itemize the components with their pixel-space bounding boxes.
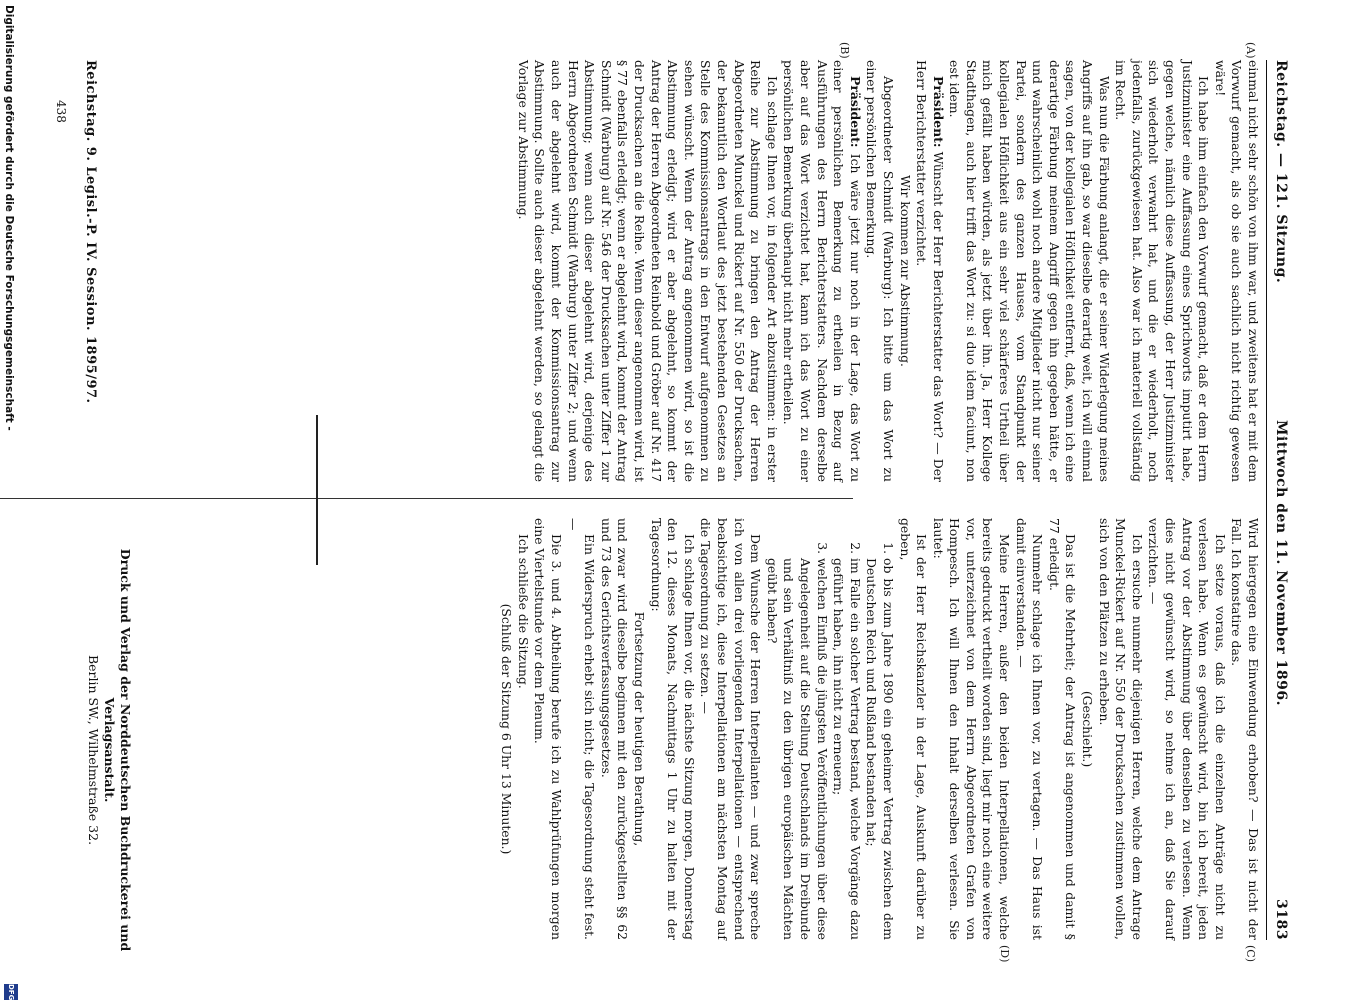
paragraph: (Schluß der Sitzung 6 Uhr 13 Minuten.) [499, 603, 515, 855]
paragraph: Meine Herren, außer den beiden Interpellationen, welche bereits gedruckt vertheilt worden sind, liegt mir noch eine weitere vor, unterzeichnet von dem Herrn Abgeordneten Grafen von Hompesch. Ich will Ihnen den Inhalt derselben verlesen. Sie lautet: [930, 518, 1013, 940]
paragraph: Ich setze voraus, daß ich die einzelnen Anträge nicht zu verlesen habe. Wenn es gewünscht wird, bin ich bereit, jeden Antrag vor der Abstimmung über denselben zu verlesen. Wenn dies nicht gewünscht wird, so nehme ich an, daß Sie darauf verzichten. — [1146, 518, 1228, 940]
speech-text: Ich wäre jetzt nur noch in der Lage, das Wort zu einer persönlichen Bemerkung zu ertheilen in Bezug auf Ausführungen des Herrn Berichterstatters. Nachdem derselbe aber auf das Wort verzichtet hat, kann ich das Wort zu einer persönlichen Bemerkung überhaupt nicht mehr ertheilen. [781, 60, 863, 482]
paragraph: Ich ersuche nunmehr diejenigen Herren, welche dem Antrage Munckel-Rickert auf Nr. 550 der Drucksachen zustimmen wollen, sich von den Plätzen zu erheben. [1096, 518, 1145, 940]
margin-marker-a: (A) [1244, 42, 1257, 59]
footer-session-info: Reichstag. 9. Legisl.-P. IV. Session. 1895/97. [83, 60, 98, 404]
printer-line: Druck und Verlag der Norddeutschen Buchdruckerei und Verlagsanstalt. [102, 548, 133, 952]
paragraph: einmal nicht sehr schön von ihm war, und zweitens hat er mit dem Vorwurf gemacht, als ob sie auch sachlich nicht richtig gewesen wäre! [1212, 60, 1261, 482]
paragraph [863, 60, 896, 482]
paragraph: Ich schlage Ihnen vor, die nächste Sitzung morgen, Donnerstag den 12. dieses Monats, Nachmittags 1 Uhr zu halten mit der Tagesordnung: [648, 518, 697, 940]
margin-marker-d: (D) [998, 945, 1011, 963]
speaker-label: Abgeordneter Schmidt (Warburg): [880, 76, 896, 300]
margin-marker-c: (C) [1244, 945, 1257, 962]
paragraph: Ist der Herr Reichskanzler in der Lage, Auskunft darüber zu geben, [897, 518, 930, 940]
footer-page-number: 438 [54, 100, 68, 123]
paragraph: Dem Wunsche der Herren Interpellanten — und zwar spreche ich von allen drei vorliegenden Interpellationen — entsprechend beabsichtige ich, diese Interpellationen am nächsten Montag auf die Tagesordnung zu setzen. — [698, 518, 764, 940]
header-date: Mittwoch den 11. November 1896. [1273, 420, 1289, 706]
list-item: 2. im Falle ein solcher Vertrag bestand, welche Vorgänge dazu geführt haben, ihn nicht zu erneuern; [830, 558, 863, 940]
speaker-label: Präsident: [847, 76, 863, 148]
paragraph: (Geschieht.) [1080, 690, 1096, 768]
digitization-credit: Digitalisierung gefördert durch die Deutsche Forschungsgemeinschaft - [3, 5, 15, 431]
paragraph: Ich schließe die Sitzung. [515, 534, 531, 689]
paragraph [780, 60, 863, 482]
end-rule [316, 415, 318, 565]
speech-text: Wünscht der Herr Berichterstatter das Wort? — Der Herr Berichterstatter verzichtet. [914, 60, 946, 482]
list-item: 1. ob bis zum Jahre 1890 ein geheimer Vertrag zwischen dem Deutschen Reich und Rußland bestanden hat; [863, 558, 896, 940]
paragraph: Nunmehr schlage ich Ihnen vor, zu vertagen. — Das Haus ist damit einverstanden. — [1013, 518, 1046, 940]
paragraph: Wir kommen zur Abstimmung. [897, 175, 913, 367]
list-item: 3. welchen Einfluß die jüngsten Veröffentlichungen über diese Angelegenheit auf die Stellung Deutschlands im Dreibunde und sein Verhältniß zu den übrigen europäischen Mächten geübt haben? [763, 558, 829, 940]
interpellation-list [763, 518, 896, 940]
paragraph: Ich habe ihm einfach den Vorwurf gemacht, daß er dem Herrn Justizminister eine Auffassung eines Sprichworts imputirt habe, gegen welche, nämlich diese Auffassung, der Herr Justizminister sich wiederholt verwahrt hat, und die er wiederholt, noch jedenfalls, zurückgewiesen hat. Also war ich materiell vollständig im Recht. [1113, 60, 1212, 482]
column-divider [0, 498, 853, 499]
right-column [498, 518, 1261, 940]
left-column [514, 60, 1261, 482]
footer-printer [85, 540, 133, 960]
margin-marker-b: (B) [838, 42, 851, 59]
header-left: Reichstag. — 121. Sitzung. [1273, 60, 1289, 284]
paragraph: Was nun die Färbung anlangt, die er seiner Widerlegung meines Angriffs auf ihn gab, so war dieselbe derartig weit, ich will einmal sagen, von der kollegialen Höflichkeit entfernt, daß, wenn ich eine derartige Färbung meinem Angriff gegen ihn gegeben hätte, er und wahrscheinlich wohl noch andere Mitglieder nicht nur seiner Partei, sondern des ganzen Hauses, vom Standpunkt der kollegialen Höflichkeit aus ein sehr viel schärferes Urtheil über mich gefällt haben würden, als jetzt über ihn. Ja, Herr Kollege Stadthagen, auch hier trifft das Wort zu: si duo idem faciunt, non est idem. [947, 60, 1112, 482]
paragraph: Fortsetzung der heutigen Berathung, [632, 611, 648, 847]
printer-address: Berlin SW., Wilhelmstraße 32. [86, 654, 101, 846]
dfg-logo: DFG [4, 984, 18, 1000]
paragraph: Das ist die Mehrheit; der Antrag ist angenommen und damit § 77 erledigt. [1046, 518, 1079, 940]
paragraph: Ich schlage Ihnen vor, in folgender Art abzustimmen: in erster Reihe zur Abstimmung zu bringen den Antrag der Herren Abgeordneten Munckel und Rickert auf Nr. 550 der Drucksachen, der bekanntlich den Wortlaut des jetzt bestehenden Gesetzes an Stelle des Kommissionsantrags in den Entwurf aufgenommen zu sehen wünscht. Wenn der Antrag angenommen wird, so ist die Abstimmung erledigt; wird er aber abgelehnt, so kommt der Antrag der Herren Abgeordneten Reinbold und Gröber auf Nr. 417 der Drucksachen an die Reihe. Wenn dieser angenommen wird, ist § 77 ebenfalls erledigt; wenn er abgelehnt wird, kommt der Antrag Schmidt (Warburg) auf Nr. 546 der Drucksachen unter Ziffer 1 zur Abstimmung; wenn auch dieser abgelehnt wird, derjenige des Herrn Abgeordneten Schmidt (Warburg) unter Ziffer 2; und wenn auch der abgelehnt wird, kommt der Kommissionsantrag zur Abstimmung. Sollte auch dieser abgelehnt werden, so gelangt die Vorlage zur Abstimmung. [515, 60, 780, 482]
paragraph: und zwar wird dieselbe beginnen mit den zurückgestellten §§ 62 und 73 des Gerichtsverfassungsgesetzes. [598, 518, 631, 940]
paragraph: Wird hiergegen eine Einwendung erhoben? — Das ist nicht der Fall. Ich konstatire das. [1229, 518, 1261, 940]
speech-text: Ich bitte um das Wort zu einer persönlichen Bemerkung. [864, 60, 896, 482]
header-page-number: 3183 [1273, 899, 1289, 940]
paragraph [913, 60, 946, 482]
speaker-label: Präsident: [930, 76, 946, 148]
paragraph: Ein Widerspruch erhebt sich nicht; die Tagesordnung steht fest. — [565, 518, 598, 940]
paragraph: Die 3. und 4. Abtheilung berufe ich zu Wahlprüfungen morgen eine Viertelstunde vor dem Plenum. [532, 518, 565, 940]
page-header [1266, 60, 1291, 940]
